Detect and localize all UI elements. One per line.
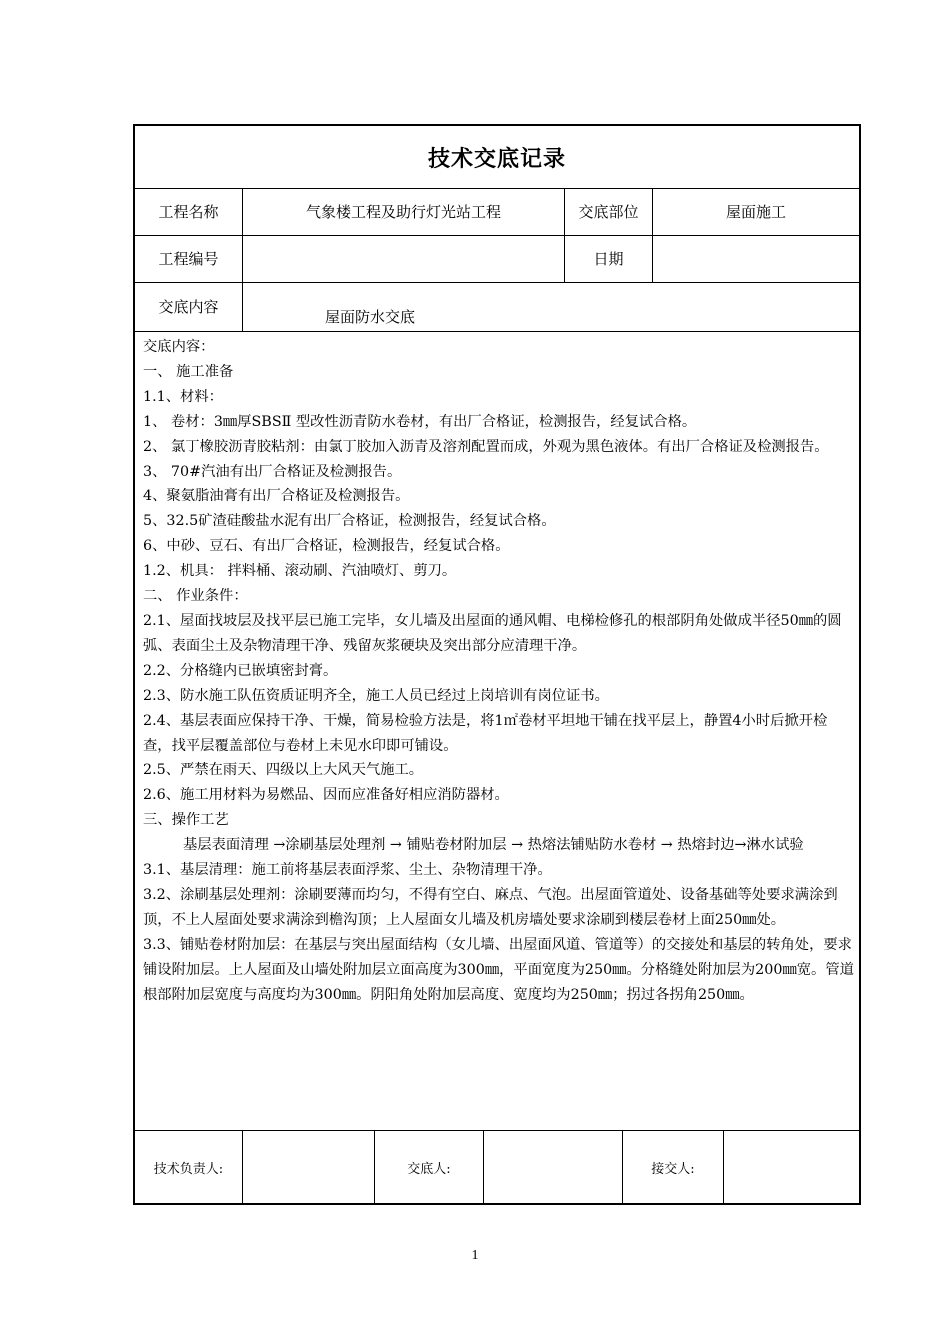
- project-name-row: [135, 188, 859, 236]
- body-line: 1.1、材料：: [143, 388, 223, 405]
- body-line: 三、操作工艺: [143, 812, 229, 829]
- body-line: 2.4、基层表面应保持干净、干燥，简易检验方法是，将1㎡卷材平坦地干铺在找平层上，静置4小时后掀开检查，找平层覆盖部位与卷材上未见水印即可铺设。: [143, 712, 828, 754]
- disclosure-body: [143, 335, 855, 1007]
- process-flow-line: 基层表面清理 →涂刷基层处理剂 → 铺贴卷材附加层 → 热熔法铺贴防水卷材 → 热熔封边→淋水试验: [183, 837, 804, 854]
- disclosure-form: [133, 124, 861, 1205]
- body-line: 4、聚氨脂油膏有出厂合格证及检测报告。: [143, 488, 410, 505]
- project-no-row: [135, 235, 859, 283]
- body-line: 2.2、分格缝内已嵌填密封膏。: [143, 662, 338, 679]
- date-label: 日期: [564, 235, 652, 282]
- body-line: 3.1、基层清理：施工前将基层表面浮浆、尘土、杂物清理干净。: [143, 862, 552, 879]
- tech-lead-value: [242, 1131, 374, 1204]
- receiver-value: [723, 1131, 859, 1204]
- content-summary-text: 屋面防水交底: [325, 308, 416, 326]
- part-label: 交底部位: [564, 188, 652, 235]
- body-line: 交底内容：: [143, 339, 215, 355]
- body-line: 一、 施工准备: [143, 363, 234, 380]
- form-title: 技术交底记录: [135, 126, 859, 189]
- body-line: 5、32.5矿渣硅酸盐水泥有出厂合格证，检测报告，经复试合格。: [143, 513, 556, 530]
- body-line: 3.3、铺贴卷材附加层：在基层与突出屋面结构（女儿墙、出屋面风道、管道等）的交接处和基层的转角处，要求铺设附加层。上人屋面及山墙处附加层立面高度为300㎜，平面宽度为250㎜。分格缝处附加层为200㎜宽。管道根部附加层宽度与高度均为300㎜。阴阳角处附加层高度、宽度均为250㎜；拐过各拐角250㎜。: [143, 936, 854, 1003]
- part-value: 屋面施工: [652, 188, 859, 235]
- body-line: 2.1、屋面找坡层及找平层已施工完毕，女儿墙及出屋面的通风帽、电梯检修孔的根部阴角处做成半径50㎜的圆弧、表面尘土及杂物清理干净、残留灰浆硬块及突出部分应清理干净。: [143, 612, 842, 654]
- discloser-label: 交底人:: [374, 1131, 483, 1204]
- page-number: 1: [471, 1248, 479, 1263]
- body-line: 二、 作业条件：: [143, 588, 248, 605]
- receiver-label: 接交人:: [622, 1131, 723, 1204]
- body-line: 2.3、防水施工队伍资质证明齐全，施工人员已经过上岗培训有岗位证书。: [143, 687, 609, 704]
- body-line: 1、 卷材：3㎜厚SBSⅡ 型改性沥青防水卷材，有出厂合格证，检测报告，经复试合格。: [143, 413, 697, 430]
- body-line: 2.5、严禁在雨天、四级以上大风天气施工。: [143, 762, 424, 779]
- body-line: 1.2、机具： 拌料桶、滚动刷、汽油喷灯、剪刀。: [143, 563, 457, 580]
- body-line: 2.6、施工用材料为易燃品、因而应准备好相应消防器材。: [143, 787, 509, 804]
- body-line: 6、中砂、豆石、有出厂合格证，检测报告，经复试合格。: [143, 538, 510, 555]
- body-line: 3、 70#汽油有出厂合格证及检测报告。: [143, 463, 402, 480]
- content-label: 交底内容: [158, 298, 219, 316]
- signature-row: [135, 1130, 859, 1204]
- body-line: 3.2、涂刷基层处理剂：涂刷要薄而均匀，不得有空白、麻点、气泡。出屋面管道处、设备基础等处要求满涂到顶，不上人屋面处要求满涂到檐沟顶；上人屋面女儿墙及机房墙处要求涂刷到楼层卷材上面250㎜处。: [143, 886, 838, 928]
- date-value: [652, 235, 859, 282]
- project-name-value: 气象楼工程及助行灯光站工程: [242, 188, 564, 235]
- content-summary-row: [135, 282, 859, 332]
- project-no-value: [242, 235, 564, 282]
- discloser-value: [483, 1131, 622, 1204]
- project-name-label: 工程名称: [158, 203, 219, 221]
- body-line: 2、 氯丁橡胶沥青胶粘剂：由氯丁胶加入沥青及溶剂配置而成，外观为黑色液体。有出厂合格证及检测报告。: [143, 438, 829, 455]
- content-summary-value: [242, 282, 859, 331]
- tech-lead-label: 技术负责人:: [153, 1162, 224, 1177]
- project-no-label: 工程编号: [158, 250, 219, 268]
